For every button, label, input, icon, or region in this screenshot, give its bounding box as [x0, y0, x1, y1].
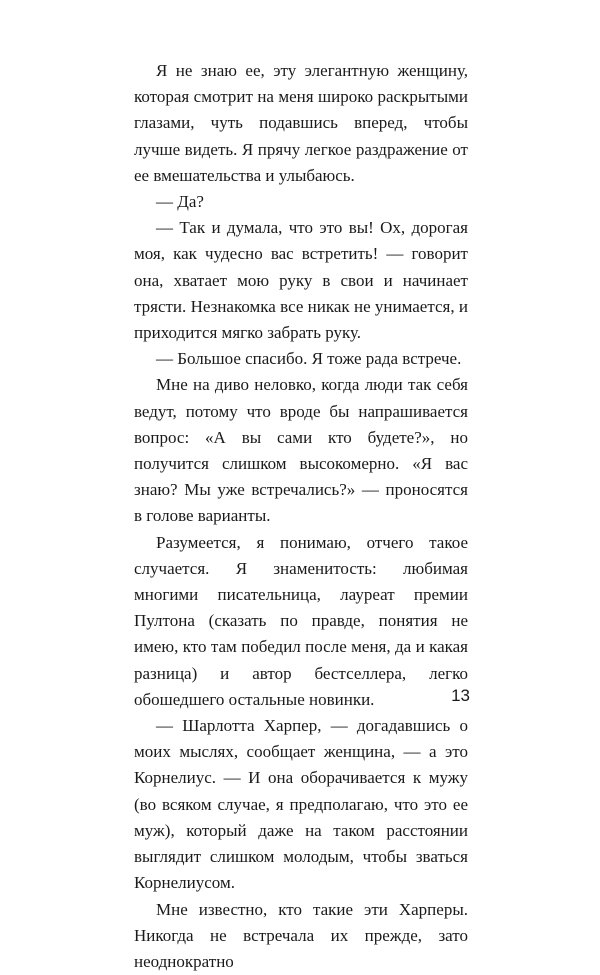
- paragraph: — Большое спасибо. Я тоже рада встрече.: [134, 346, 468, 372]
- paragraph: Мне на диво неловко, когда люди так себя ведут, потому что вроде бы напрашивается вопрос: «А вы сами кто будете?», но получится слишком высокомерно. «Я вас знаю? Мы уже встречались?» — проносятся в голове варианты.: [134, 372, 468, 529]
- paragraph: — Так и думала, что это вы! Ох, дорогая моя, как чудесно вас встретить! — говорит она, хватает мою руку в свои и начинает трясти. Незнакомка все никак не унимается, и приходится мягко забрать руку.: [134, 215, 468, 346]
- body-text: [134, 58, 468, 975]
- paragraph: Разумеется, я понимаю, отчего такое случается. Я знаменитость: любимая многими писательница, лауреат премии Пултона (сказать по правде, понятия не имею, кто там победил после меня, да и какая разница) и автор бестселлера, легко обошедшего остальные новинки.: [134, 530, 468, 713]
- paragraph: Я не знаю ее, эту элегантную женщину, которая смотрит на меня широко раскрытыми глазами, чуть подавшись вперед, чтобы лучше видеть. Я прячу легкое раздражение от ее вмешательства и улыбаюсь.: [134, 58, 468, 189]
- paragraph: — Да?: [134, 189, 468, 215]
- paragraph: — Шарлотта Харпер, — догадавшись о моих мыслях, сообщает женщина, — а это Корнелиус. — И она оборачивается к мужу (во всяком случае, я предполагаю, что это ее муж), который даже на таком расстоянии выглядит слишком молодым, чтобы зваться Корнелиусом.: [134, 713, 468, 896]
- page-number: 13: [442, 686, 470, 706]
- paragraph: Мне известно, кто такие эти Харперы. Никогда не встречала их прежде, зато неоднократно: [134, 897, 468, 975]
